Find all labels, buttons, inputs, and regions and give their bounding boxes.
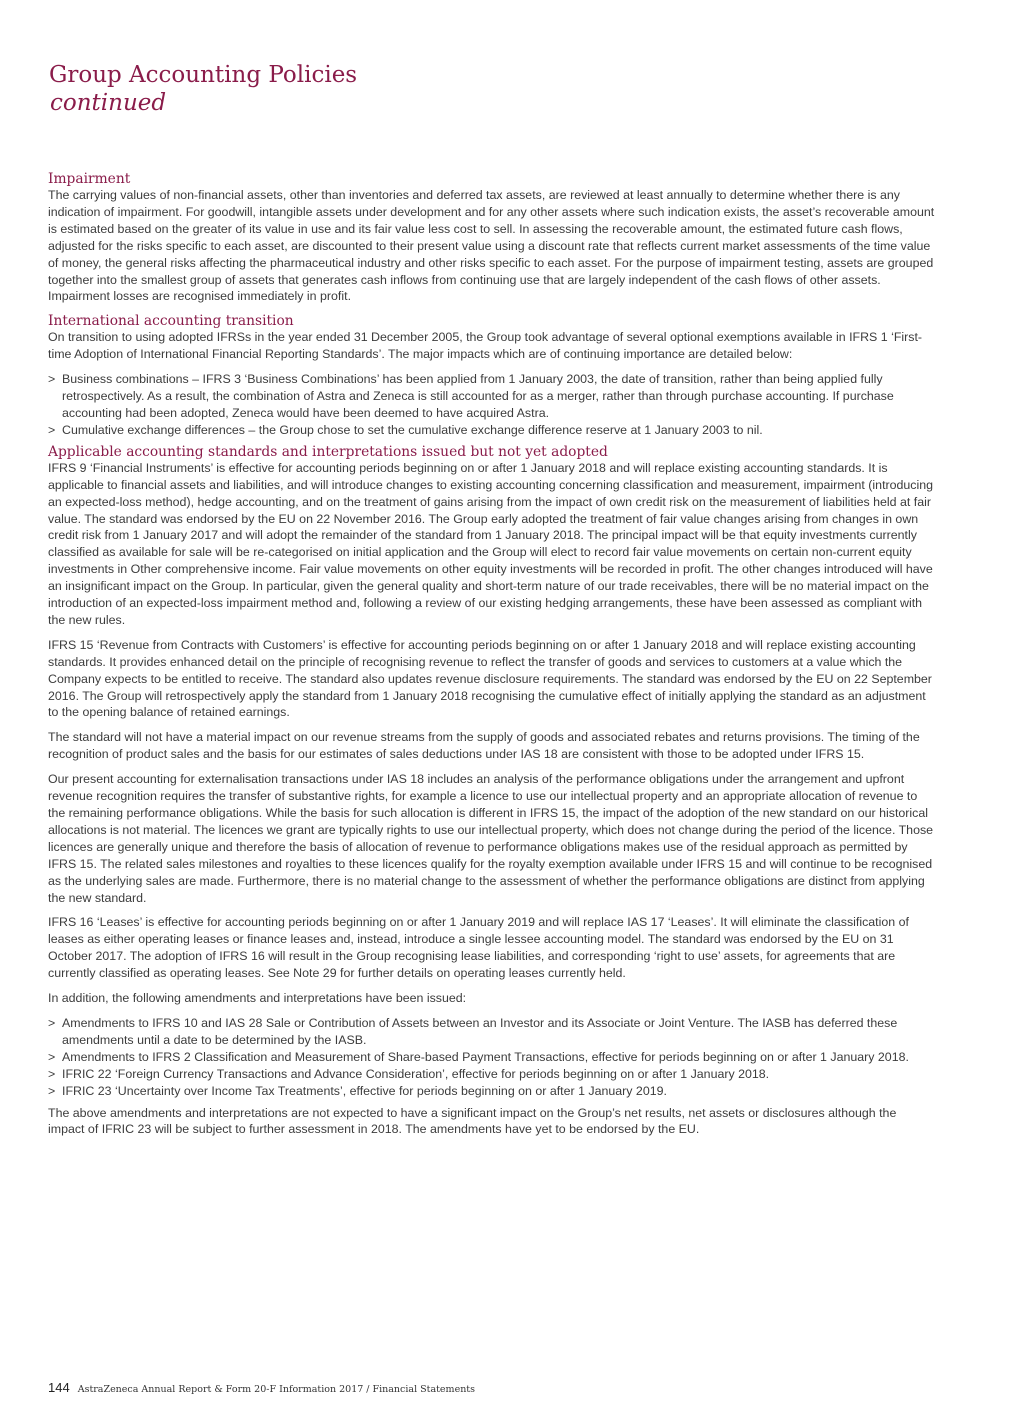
list-item-text: IFRIC 22 ‘Foreign Currency Transactions and Advance Consideration’, effective for periods beginning on or after 1 January 2018. bbox=[62, 1066, 770, 1081]
footer-text: AstraZeneca Annual Report & Form 20-F Information 2017 / Financial Statements bbox=[77, 1384, 476, 1395]
paragraph: The standard will not have a material impact on our revenue streams from the supply of goods and associated rebates and returns provisions. The timing of the recognition of product sales and the basis for our estimates of sales deductions under IAS 18 are consistent with those to be adopted under IFRS 15. bbox=[48, 730, 920, 762]
page-footer bbox=[48, 1381, 475, 1397]
paragraph: Our present accounting for externalisation transactions under IAS 18 includes an analysis of the performance obligations under the arrangement and upfront revenue recognition requires the transfer of substantive rights, for example a licence to use our intellectual property and an appropriate allocation of revenue to the remaining performance obligations. While the basis for such allocation is different in IFRS 15, the impact of the adoption of the new standard on our historical allocations is not material. The licences we grant are typically rights to use our intellectual property, which does not change during the period of the licence. Those licences are generally unique and therefore the basis of allocation of revenue to performance obligations makes use of the residual approach as permitted by IFRS 15. The related sales milestones and royalties to these licences qualify for the royalty exemption available under IFRS 15 and will continue to be recognised as the underlying sales are made. Furthermore, there is no material change to the assessment of whether the performance obligations are distinct from applying the new standard. bbox=[48, 772, 934, 905]
list-item-text: Amendments to IFRS 10 and IAS 28 Sale or Contribution of Assets between an Investor and its Associate or Joint Venture. The IASB has deferred these amendments until a date to be determined by the IASB. bbox=[62, 1015, 898, 1047]
list-item-text: Business combinations – IFRS 3 ‘Business Combinations’ has been applied from 1 January 2003, the date of transition, rather than being applied fully retrospectively. As a result, the combination of Astra and Zeneca is still accounted for as a merger, rather than through purchase accounting. If purchase accounting had been adopted, Zeneca would have been deemed to have acquired Astra. bbox=[62, 372, 894, 420]
paragraph: The above amendments and interpretations are not expected to have a significant impact on the Group’s net results, net assets or disclosures although the impact of IFRIC 23 will be subject to further assessment in 2018. The amendments have yet to be endorsed by the EU. bbox=[48, 1105, 897, 1137]
section-impairment bbox=[48, 171, 936, 305]
list-item-text: IFRIC 23 ‘Uncertainty over Income Tax Treatments’, effective for periods beginning on or after 1 January 2019. bbox=[62, 1083, 667, 1098]
list-item bbox=[48, 1083, 936, 1100]
main-content bbox=[48, 171, 936, 1146]
list-item bbox=[48, 1049, 936, 1066]
bullet-marker: > bbox=[48, 1015, 56, 1030]
list-item bbox=[48, 422, 936, 439]
list-item bbox=[48, 1066, 936, 1083]
paragraph: The carrying values of non-financial assets, other than inventories and deferred tax assets, are reviewed at least annually to determine whether there is any indication of impairment. For goodwill, intangible assets under development and for any other assets where such indication exists, the asset’s recoverable amount is estimated based on the greater of its value in use and its fair value less cost to sell. In assessing the recoverable amount, the estimated future cash flows, adjusted for the risks specific to each asset, are discounted to their present value using a discount rate that reflects current market assessments of the time value of money, the general risks affecting the pharmaceutical industry and other risks specific to each asset. For the purpose of impairment testing, assets are grouped together into the smallest group of assets that generates cash inflows from continuing use that are largely independent of the cash flows of other assets. Impairment losses are recognised immediately in profit. bbox=[48, 188, 935, 304]
bullet-list bbox=[48, 371, 936, 439]
section-heading: International accounting transition bbox=[48, 313, 294, 330]
paragraph: IFRS 16 ‘Leases’ is effective for accounting periods beginning on or after 1 January 2019 and will replace IAS 17 ‘Leases’. It will eliminate the classification of leases as either operating leases or finance leases and, instead, introduce a single lessee accounting model. The standard was endorsed by the EU on 31 October 2017. The adoption of IFRS 16 will result in the Group recognising lease liabilities, and corresponding ‘right to use’ assets, for agreements that are currently classified as operating leases. See Note 29 for further details on operating leases currently held. bbox=[48, 915, 909, 981]
bullet-marker: > bbox=[48, 1049, 56, 1064]
paragraph: In addition, the following amendments and interpretations have been issued: bbox=[48, 991, 467, 1006]
page-subtitle: continued bbox=[50, 90, 167, 116]
paragraph: On transition to using adopted IFRSs in the year ended 31 December 2005, the Group took advantage of several optional exemptions available in IFRS 1 ‘First-time Adoption of International Financial Reporting Standards’. The major impacts which are of continuing importance are detailed below: bbox=[48, 330, 923, 362]
section-international-accounting-transition bbox=[48, 313, 936, 438]
paragraph: IFRS 9 ‘Financial Instruments’ is effective for accounting periods beginning on or after 1 January 2018 and will replace existing accounting standards. It is applicable to financial assets and liabilities, and will introduce changes to existing accounting concerning classification and measurement, impairment (introducing an expected-loss method), hedge accounting, and on the treatment of gains arising from the impact of own credit risk on the measurement of liabilities held at fair value. The standard was endorsed by the EU on 22 November 2016. The Group early adopted the treatment of fair value changes arising from changes in own credit risk from 1 January 2017 and will adopt the remainder of the standard from 1 January 2018. The principal impact will be that equity investments currently classified as available for sale will be re-categorised on initial application and the Group will elect to record fair value movements on certain non-current equity investments in Other comprehensive income. Fair value movements on other equity investments will be recorded in profit. The other changes introduced will have an insignificant impact on the Group. In particular, given the general quality and short-term nature of our trade receivables, there will be no material impact on the introduction of an expected-loss impairment method and, following a review of our existing hedging arrangements, these have been assessed as compliant with the new rules. bbox=[48, 460, 934, 627]
list-item-text: Amendments to IFRS 2 Classification and Measurement of Share-based Payment Transactions, effective for periods beginning on or after 1 January 2018. bbox=[62, 1049, 909, 1064]
section-heading: Applicable accounting standards and interpretations issued but not yet adopted bbox=[48, 443, 608, 460]
section-standards-not-yet-adopted bbox=[48, 444, 936, 1139]
list-item-text: Cumulative exchange differences – the Group chose to set the cumulative exchange difference reserve at 1 January 2003 to nil. bbox=[62, 422, 763, 437]
list-item bbox=[48, 371, 936, 422]
section-heading: Impairment bbox=[48, 171, 131, 187]
bullet-marker: > bbox=[48, 1066, 56, 1081]
paragraph: IFRS 15 ‘Revenue from Contracts with Customers’ is effective for accounting periods beginning on or after 1 January 2018 and will replace existing accounting standards. It provides enhanced detail on the principle of recognising revenue to reflect the transfer of goods and services to customers at a value which the Company expects to be entitled to receive. The standard also updates revenue disclosure requirements. The standard was endorsed by the EU on 22 September 2016. The Group will retrospectively apply the standard from 1 January 2018 recognising the cumulative effect of initially applying the standard as an adjustment to the opening balance of retained earnings. bbox=[48, 637, 932, 720]
bullet-marker: > bbox=[48, 1083, 56, 1098]
page-number: 144 bbox=[48, 1380, 70, 1395]
page-title: Group Accounting Policies bbox=[49, 62, 358, 88]
list-item bbox=[48, 1015, 936, 1049]
bullet-list bbox=[48, 1015, 936, 1100]
bullet-marker: > bbox=[48, 422, 56, 437]
bullet-marker: > bbox=[48, 372, 56, 387]
